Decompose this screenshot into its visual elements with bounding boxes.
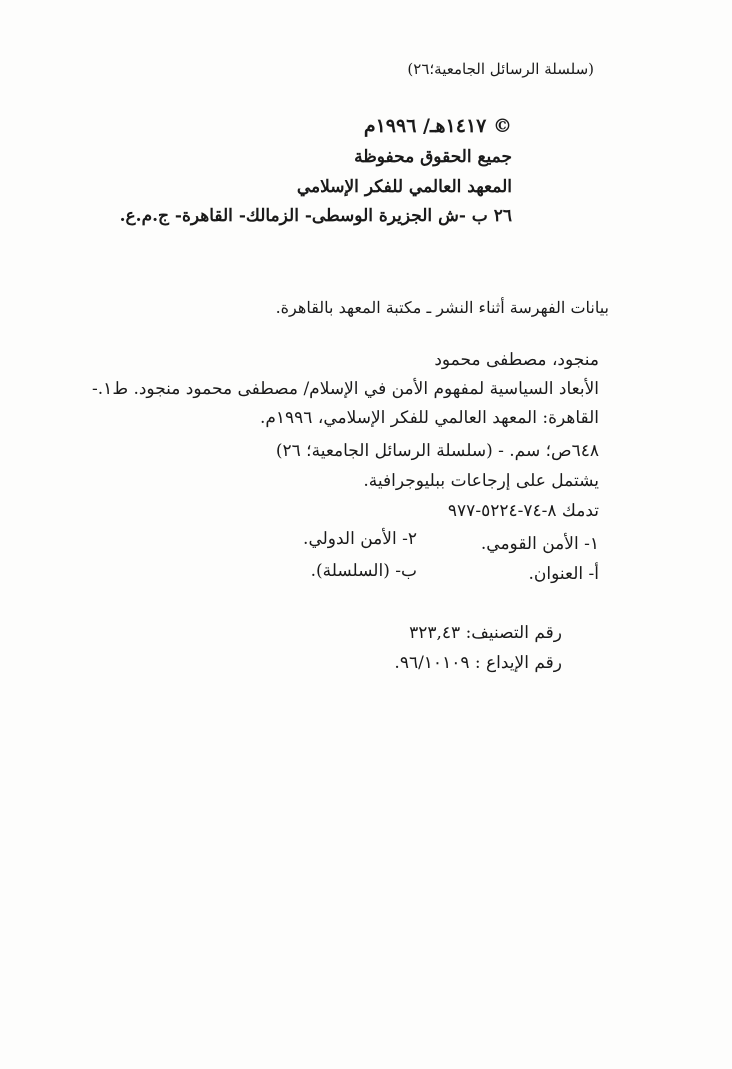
deposit-number: رقم الإيداع : ٩٦/١٠١٠٩.	[394, 653, 562, 673]
catalog-title: الأبعاد السياسية لمفهوم الأمن في الإسلام/ مصطفى محمود منجود. ط١.-	[92, 379, 599, 399]
catalog-note: يشتمل على إرجاعات ببليوجرافية.	[363, 471, 599, 491]
subject-entry-2: ٢- الأمن الدولي.	[303, 529, 417, 549]
publisher-name: المعهد العالمي للفكر الإسلامي	[296, 177, 512, 197]
rights-reserved: جميع الحقوق محفوظة	[354, 147, 512, 167]
cip-heading: بيانات الفهرسة أثناء النشر ـ مكتبة المعهد بالقاهرة.	[275, 298, 609, 317]
added-entry-series: ب- (السلسلة).	[310, 561, 417, 581]
series-note: (سلسلة الرسائل الجامعية؛٢٦)	[407, 60, 594, 78]
copyright-year: © ١٤١٧هـ/ ١٩٩٦م	[363, 115, 512, 137]
classification-number: رقم التصنيف: ٣٢٣,٤٣	[409, 623, 562, 643]
subject-entry-1: ١- الأمن القومي.	[480, 534, 599, 554]
publisher-address: ٢٦ ب -ش الجزيرة الوسطى- الزمالك- القاهرة- ج.م.ع.	[119, 206, 512, 226]
catalog-author: منجود، مصطفى محمود	[434, 350, 599, 370]
catalog-physical-description: ٦٤٨ص؛ سم. - (سلسلة الرسائل الجامعية؛ ٢٦)	[275, 441, 599, 461]
added-entry-title: أ- العنوان.	[528, 564, 599, 584]
catalog-imprint: القاهرة: المعهد العالمي للفكر الإسلامي، ١٩٩٦م.	[259, 408, 599, 428]
catalog-isbn: تدمك ٨-٧٤-٥٢٢٤-٩٧٧	[447, 501, 599, 521]
